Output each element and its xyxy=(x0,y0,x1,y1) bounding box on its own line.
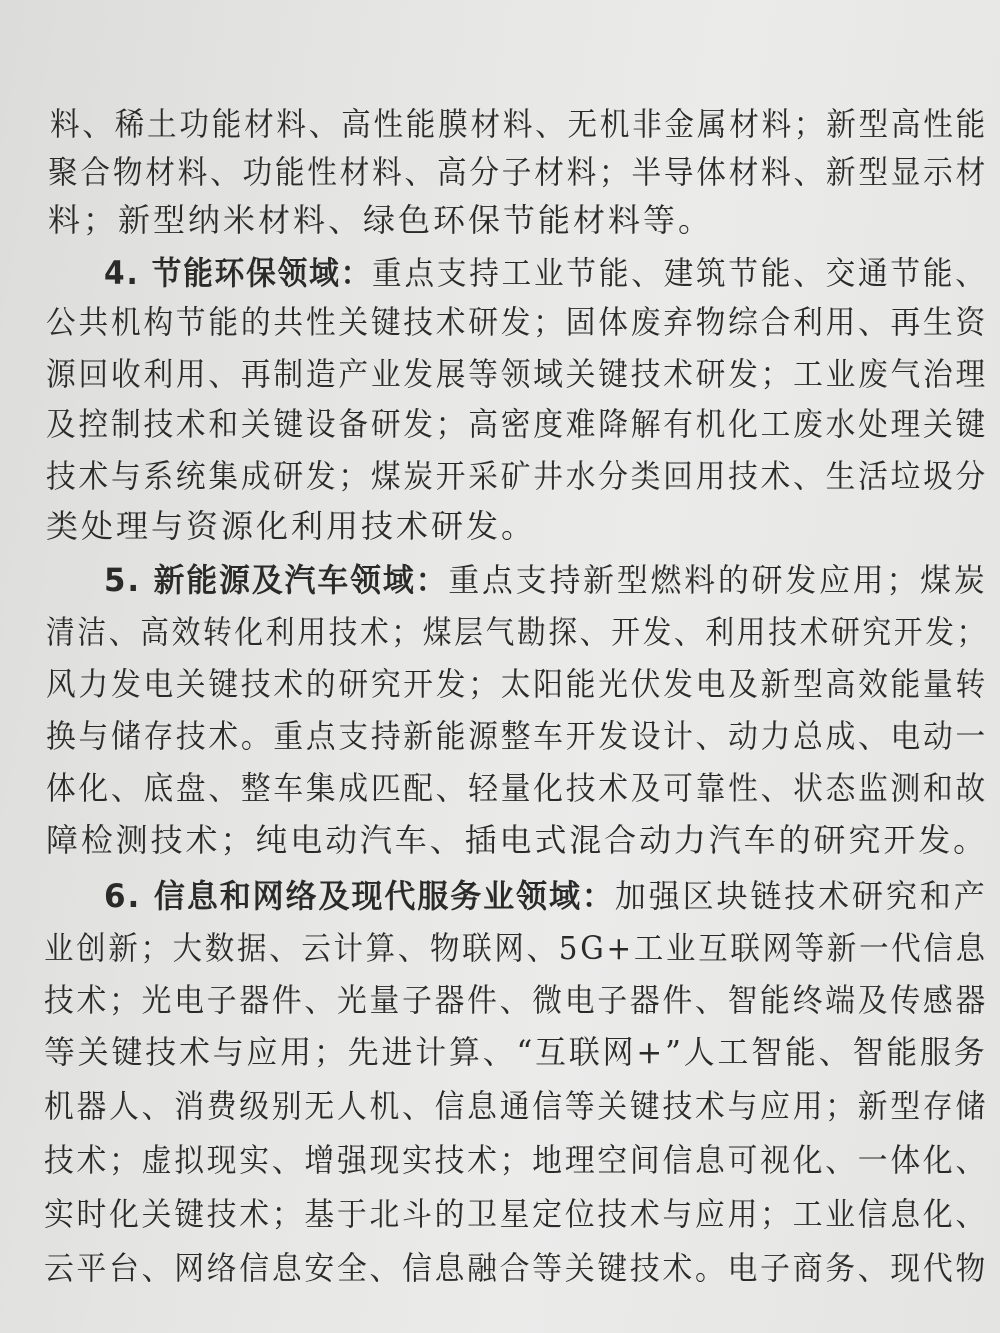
section-text: 重点支持新型燃料的研发应用；煤炭 xyxy=(448,561,988,599)
text-line: 公共机构节能的共性关键技术研发；固体废弃物综合利用、再生资 xyxy=(46,303,989,341)
text-line: 技术与系统集成研发；煤炭开采矿井水分类回用技术、生活垃圾分 xyxy=(46,457,989,495)
text-line: 体化、底盘、整车集成匹配、轻量化技术及可靠性、状态监测和故 xyxy=(46,769,989,807)
section-heading-4: 4. 节能环保领域： xyxy=(104,254,373,292)
text-line: 障检测技术；纯电动汽车、插电式混合动力汽车的研究开发。 xyxy=(46,821,989,859)
text-line: 实时化关键技术；基于北斗的卫星定位技术与应用；工业信息化、 xyxy=(44,1195,989,1233)
text-line: 等关键技术与应用；先进计算、“互联网+”人工智能、智能服务 xyxy=(44,1033,988,1071)
text-line: 清洁、高效转化利用技术；煤层气勘探、开发、利用技术研究开发； xyxy=(46,613,989,651)
section-text: 加强区块链技术研究和产 xyxy=(614,877,988,915)
text-line: 料、稀土功能材料、高性能膜材料、无机非金属材料；新型高性能 xyxy=(50,105,989,143)
text-line: 技术；光电子器件、光量子器件、微电子器件、智能终端及传感器 xyxy=(44,981,989,1019)
text-line-section-4 xyxy=(104,253,988,293)
text-line: 料；新型纳米材料、绿色环保节能材料等。 xyxy=(48,201,714,239)
text-line: 及控制技术和关键设备研发；高密度难降解有机化工废水处理关键 xyxy=(46,405,989,443)
text-line: 风力发电关键技术的研究开发；太阳能光伏发电及新型高效能量转 xyxy=(46,665,989,703)
section-heading-5: 5. 新能源及汽车领域： xyxy=(104,561,449,599)
text-line: 机器人、消费级别无人机、信息通信等关键技术与应用；新型存储 xyxy=(44,1087,989,1125)
section-text: 重点支持工业节能、建筑节能、交通节能、 xyxy=(372,254,988,292)
text-line: 聚合物材料、功能性材料、高分子材料；半导体材料、新型显示材 xyxy=(48,153,989,191)
text-line-section-6 xyxy=(104,876,988,916)
text-line-section-5 xyxy=(104,560,988,600)
section-heading-6: 6. 信息和网络及现代服务业领域： xyxy=(104,877,615,915)
text-line: 换与储存技术。重点支持新能源整车开发设计、动力总成、电动一 xyxy=(46,717,989,755)
text-line: 技术；虚拟现实、增强现实技术；地理空间信息可视化、一体化、 xyxy=(44,1141,989,1179)
text-line: 源回收利用、再制造产业发展等领域关键技术研发；工业废气治理 xyxy=(46,355,989,393)
text-line: 业创新；大数据、云计算、物联网、5G+工业互联网等新一代信息 xyxy=(44,929,988,967)
text-line: 云平台、网络信息安全、信息融合等关键技术。电子商务、现代物 xyxy=(44,1249,989,1287)
text-line: 类处理与资源化利用技术研发。 xyxy=(46,507,537,545)
